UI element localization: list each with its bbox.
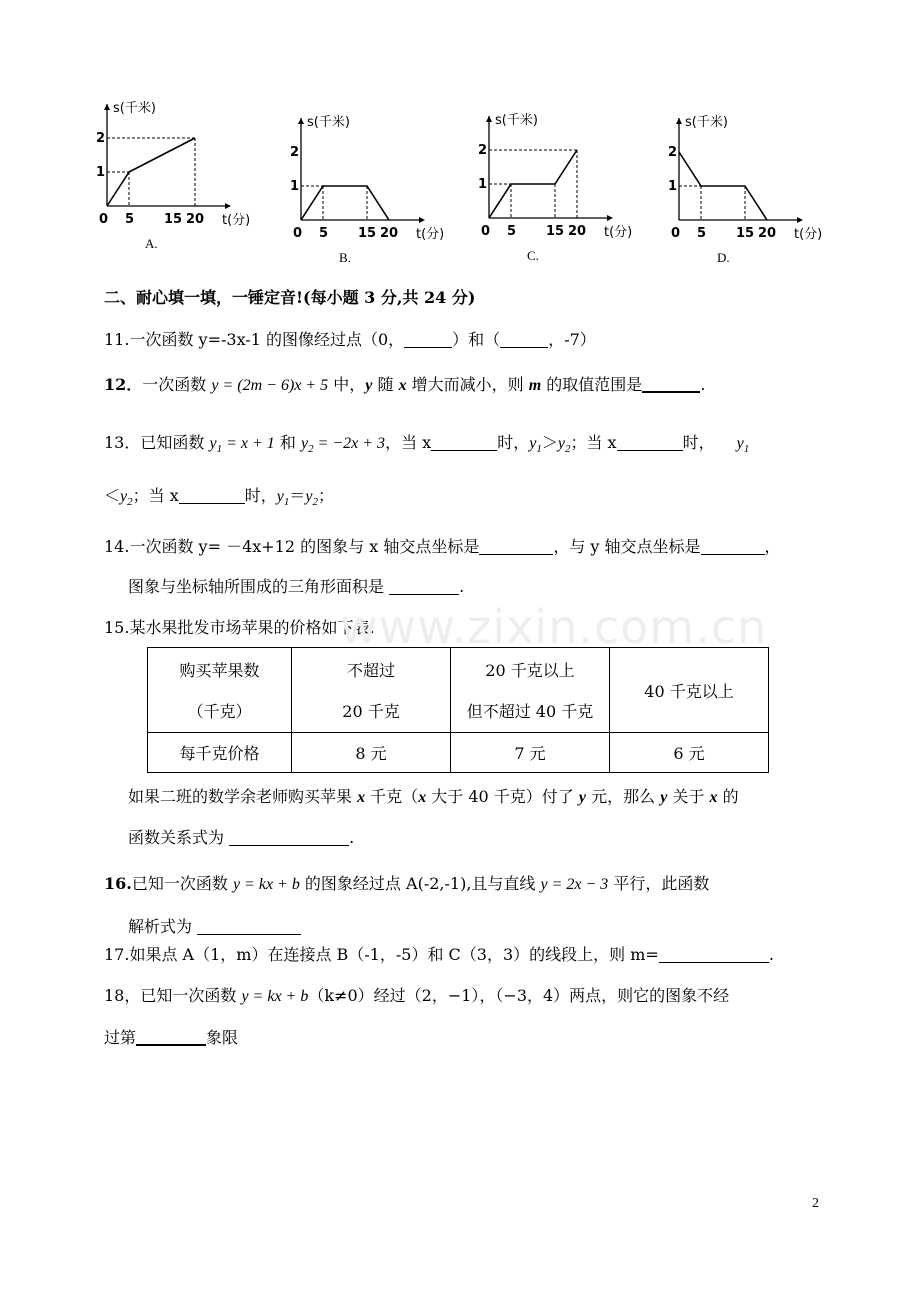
graph-a-series-line: [107, 138, 195, 206]
graph-c-y-tick-1: 1: [478, 177, 488, 192]
graph-a-y-tick-2: 2: [96, 131, 106, 146]
graph-a-y-label: s(千米): [113, 101, 156, 116]
q12-number: 12．: [104, 375, 143, 394]
q14-text-a: 14.一次函数 y= －4x+12 的图象与 x 轴交点坐标是: [104, 537, 480, 556]
graph-a-svg: [96, 96, 256, 251]
q12-var-x: x: [398, 377, 407, 394]
graph-b-y-tick-1: 1: [290, 179, 300, 194]
graph-d-series-line: [679, 152, 767, 220]
q12-end: .: [700, 375, 706, 394]
graph-c-series-line: [489, 150, 577, 218]
q13-text-c: ，当 x: [385, 433, 432, 452]
graph-c-x-tick-20: 20: [568, 224, 587, 239]
graph-d-caption: D.: [717, 250, 730, 265]
q12-var-m: m: [528, 377, 542, 394]
price-table-price-row: [148, 733, 769, 773]
q13-blank-2[interactable]: [617, 434, 683, 451]
graph-a-x-label: t(分): [222, 213, 251, 228]
graph-c-y-tick-2: 2: [478, 143, 488, 158]
q16-blank[interactable]: [197, 918, 301, 935]
graph-c-y-arrow: [486, 116, 492, 122]
graph-a-x-tick-5: 5: [125, 212, 135, 227]
cell-price-8: 8 元: [292, 733, 451, 773]
graph-b-x-arrow: [419, 217, 425, 223]
q13-gt: ＞: [541, 433, 558, 452]
q13-cmp1-y1: $y_1$: [529, 435, 542, 456]
graph-b-svg: [290, 110, 450, 265]
graph-d-x-tick-5: 5: [697, 226, 707, 241]
graph-c-x-arrow: [607, 215, 613, 221]
q13-cmp3-y1: $y_1$: [276, 488, 290, 509]
graph-d-svg: [668, 110, 828, 265]
q11-text-a: 11.一次函数 y=-3x-1 的图像经过点（0，: [104, 330, 405, 349]
q12-text-b: 中，: [328, 375, 366, 394]
question-18: 18，已知一次函数 y = kx + b（k≠0）经过（2，−1），（−3，4）两点，则它的图象不经: [104, 986, 730, 1005]
graph-a: [96, 96, 256, 251]
question-16: 16.已知一次函数 y = kx + b 的图象经过点 A(-2,-1),且与直线 y = 2x − 3 平行，此函数: [104, 874, 710, 893]
q18-formula: y = kx + b: [241, 988, 309, 1005]
graph-b-y-arrow: [298, 118, 304, 124]
q13-text-d: 时，: [497, 433, 530, 452]
q13-eq: ＝: [289, 486, 306, 505]
header-20-to-40: 20 千克以上 但不超过 40 千克: [451, 648, 610, 733]
q15-blank[interactable]: [229, 829, 349, 846]
graph-d-y-arrow: [676, 118, 682, 124]
graph-b-y-tick-2: 2: [290, 145, 300, 160]
graph-d-y-tick-1: 1: [668, 179, 678, 194]
watermark: www.zixin.com.cn: [340, 600, 768, 654]
graph-a-caption: A.: [145, 236, 158, 251]
q11-text-b: ）和（: [452, 330, 501, 349]
q13-text-e: ；当 x: [570, 433, 617, 452]
q12-blank[interactable]: [642, 375, 700, 393]
question-13: [104, 432, 749, 460]
graph-b-x-tick-0: 0: [293, 226, 303, 241]
q16-parallel-line: y = 2x − 3: [540, 876, 609, 893]
graph-c-caption: C.: [527, 248, 539, 263]
price-table-header-row: [148, 648, 769, 733]
question-18-line-2: 过第 象限: [104, 1028, 239, 1047]
question-13-line-2: [104, 485, 334, 513]
graph-d-x-label: t(分): [794, 227, 823, 242]
price-table: [147, 647, 769, 773]
graph-b-x-tick-20: 20: [380, 226, 399, 241]
graph-b: [290, 110, 450, 265]
q14-blank-3[interactable]: [389, 578, 459, 595]
q13-cmp2-y1: $y_1$: [736, 435, 750, 456]
question-16-line-2: 解析式为: [128, 916, 301, 938]
question-17: 17.如果点 A（1，m）在连接点 B（-1，-5）和 C（3，3）的线段上，则 m= .: [104, 945, 774, 964]
q11-blank-2[interactable]: [500, 331, 548, 348]
graph-b-x-tick-15: 15: [358, 226, 377, 241]
q12-text-c: 随: [372, 375, 399, 394]
header-quantity: 购买苹果数 （千克）: [148, 648, 292, 733]
graph-c-y-label: s(千米): [495, 113, 538, 128]
q13-y1: $y_1 = x + 1$: [209, 435, 275, 456]
q13-text-b: 和: [274, 433, 301, 452]
graph-b-x-tick-5: 5: [319, 226, 329, 241]
graph-c-x-label: t(分): [604, 225, 633, 240]
section-2-title: 二、耐心填一填，一锤定音!(每小题 3 分,共 24 分): [104, 288, 476, 307]
q17-blank[interactable]: [659, 946, 769, 963]
q13-text-i: 时，: [244, 486, 277, 505]
q13-cmp2-y2: $y_2$: [120, 488, 133, 509]
graph-a-x-tick-0: 0: [99, 212, 109, 227]
cell-price-6: 6 元: [610, 733, 769, 773]
question-15-line-3: 函数关系式为 .: [128, 828, 355, 847]
q14-text-b: ，与 y 轴交点坐标是: [553, 537, 701, 556]
q14-line2: 图象与坐标轴所围成的三角形面积是: [128, 577, 390, 596]
q12-formula: y = (2m − 6)x + 5: [211, 377, 329, 394]
graph-c-x-tick-5: 5: [507, 224, 517, 239]
graph-b-caption: B.: [339, 250, 351, 265]
q13-cmp3-y2: $y_2$: [305, 488, 318, 509]
q14-blank-2[interactable]: [701, 538, 765, 555]
graph-c-svg: [478, 108, 638, 263]
graph-a-x-tick-15: 15: [164, 212, 183, 227]
graph-options: [0, 96, 920, 265]
q12-var-y: y: [365, 377, 373, 394]
graph-b-y-label: s(千米): [307, 115, 350, 130]
graph-d-x-arrow: [797, 217, 803, 223]
q13-text-h: ；当 x: [132, 486, 179, 505]
q12-text-d: 增大而减小，则: [406, 375, 529, 394]
graph-a-x-arrow: [225, 203, 231, 209]
q13-text-a: 13．已知函数: [104, 433, 210, 452]
header-up-to-20: 不超过 20 千克: [292, 648, 451, 733]
graph-a-x-tick-20: 20: [186, 212, 205, 227]
q13-text-g: 时，: [682, 433, 715, 452]
q13-cmp1-y2: $y_2$: [557, 435, 571, 456]
question-14-line-2: [128, 576, 464, 598]
q13-text-j: ；: [318, 486, 335, 505]
graph-d-x-tick-0: 0: [671, 226, 681, 241]
cell-price-label: 每千克价格: [148, 733, 292, 773]
graph-b-series-line: [301, 186, 389, 220]
q13-blank-3[interactable]: [179, 487, 245, 504]
q18-blank[interactable]: [136, 1028, 206, 1046]
question-14: [104, 536, 781, 558]
q14-text-c: ，: [764, 537, 781, 556]
cell-price-7: 7 元: [451, 733, 610, 773]
q14-end: .: [459, 577, 465, 596]
question-15-line-2: 如果二班的数学余老师购买苹果 x 千克（x 大于 40 千克）付了 y 元，那么 y 关于 x 的: [128, 787, 739, 806]
graph-d-x-tick-15: 15: [736, 226, 755, 241]
q13-y2: $y_2 = -2x + 3$: [300, 435, 386, 456]
question-12: [104, 374, 705, 397]
q13-lt: ＜: [104, 486, 121, 505]
q12-text-e: 的取值范围是: [541, 375, 643, 394]
page-number: 2: [812, 1196, 819, 1211]
graph-b-x-label: t(分): [416, 227, 445, 242]
graph-a-y-tick-1: 1: [96, 165, 106, 180]
graph-c: [478, 108, 638, 263]
graph-c-x-tick-15: 15: [546, 224, 565, 239]
graph-c-x-tick-0: 0: [481, 224, 491, 239]
q16-formula: y = kx + b: [232, 876, 300, 893]
graph-d: [668, 110, 828, 265]
q12-text-a: 一次函数: [142, 375, 212, 394]
graph-d-x-tick-20: 20: [758, 226, 777, 241]
q11-blank-1[interactable]: [404, 331, 452, 348]
graph-d-y-tick-2: 2: [668, 145, 678, 160]
graph-a-y-arrow: [104, 104, 110, 110]
q13-blank-1[interactable]: [431, 434, 497, 451]
q14-blank-1[interactable]: [479, 538, 553, 555]
question-11: [104, 329, 596, 351]
q11-text-c: ，-7）: [548, 330, 596, 349]
question-15: 15.某水果批发市场苹果的价格如下表:: [104, 618, 375, 637]
header-over-40: 40 千克以上: [610, 648, 769, 733]
graph-d-y-label: s(千米): [685, 115, 728, 130]
